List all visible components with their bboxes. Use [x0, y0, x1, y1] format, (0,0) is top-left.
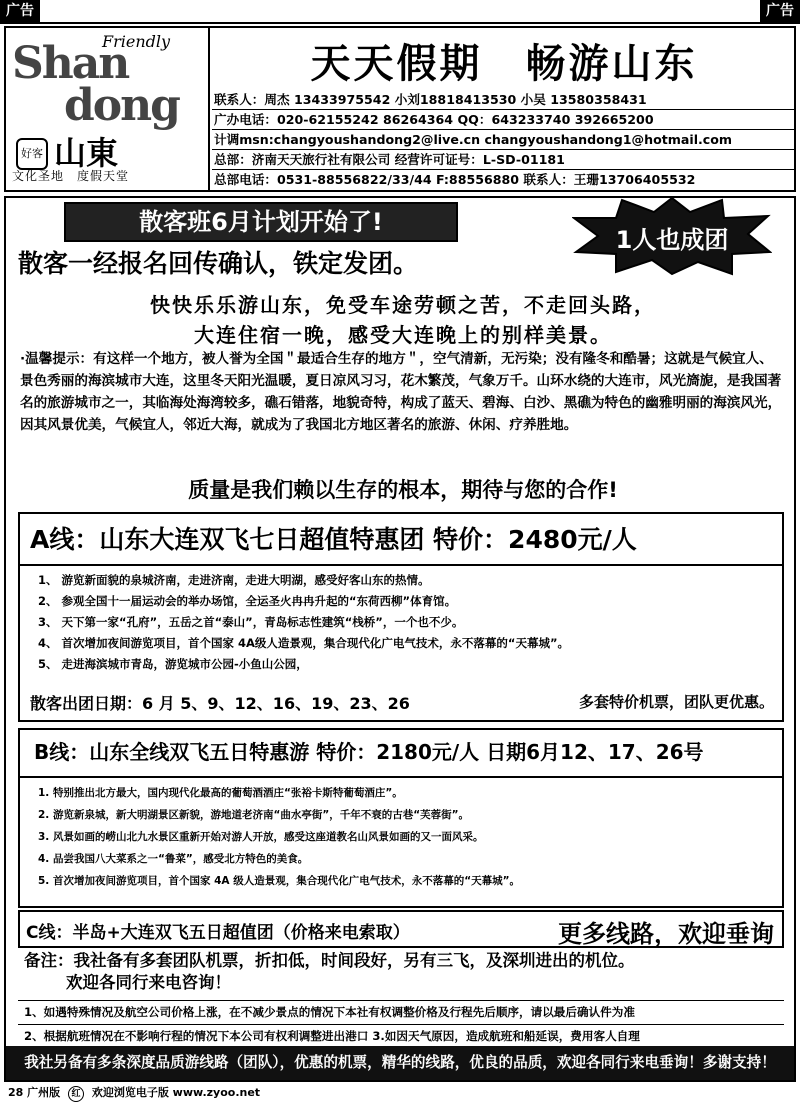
list-item: 1. 特别推出北方最大，国内现代化最高的葡萄酒酒庄“张裕卡斯特葡萄酒庄”。	[38, 787, 403, 799]
contact-line: 广办电话：020-62155242 86264364 QQ：643233740 392665200	[212, 109, 794, 129]
list-item: 1、 游览新面貌的泉城济南，走进济南，走进大明湖，感受好客山东的热情。	[38, 573, 430, 587]
edition-label: 广州版	[27, 1086, 61, 1099]
line-b-box	[18, 728, 784, 908]
line-b-title: B线：山东全线双飞五日特惠游 特价：2180元/人 日期6月12、17、26号	[20, 730, 782, 778]
list-item: 5、 走进海滨城市青岛，游览城市公园-小鱼山公园，	[38, 657, 308, 671]
contact-line: 联系人：周杰 13433975542 小刘18818413530 小吴 13580358431	[214, 92, 647, 107]
list-item: 2、 参观全国十一届运动会的举办场馆，全运圣火冉冉升起的“东荷西柳”体育馆。	[38, 594, 457, 608]
departure-dates: 散客出团日期：6 月 5、9、12、16、19、23、26	[30, 694, 410, 713]
website-text[interactable]: 欢迎浏览电子版 www.zyoo.net	[91, 1086, 261, 1099]
contact-block	[212, 90, 794, 189]
publisher-logo-icon: 红	[68, 1086, 84, 1102]
line-a-items	[20, 566, 782, 679]
remarks-line-2: 欢迎各同行来电咨询！	[66, 973, 231, 992]
page-footer	[8, 1084, 260, 1102]
list-item: 4. 品尝我国八大菜系之一“鲁菜”，感受北方特色的美食。	[38, 853, 309, 865]
line-b-items	[20, 778, 782, 896]
contact-line: 总部电话：0531-88556822/33/44 F:88556880 联系人：王珊13706405532	[212, 169, 794, 189]
fine-print-2: 2、根据航班情况在不影响行程的情况下本公司有权利调整进出港口 3.如因天气原因，造成航班和船延误，费用客人自理	[18, 1024, 784, 1047]
line-a-title: A线：山东大连双飞七日超值特惠团 特价：2480元/人	[20, 514, 782, 566]
remarks	[24, 950, 784, 994]
header-panel	[4, 26, 796, 192]
footer-banner: 我社另备有多条深度品质游线路（团队），优惠的机票，精华的线路，优良的品质，欢迎各同行来电垂询！多谢支持！	[6, 1046, 794, 1080]
list-item: 5. 首次增加夜间游览项目，首个国家 4A 级人造景观，集合现代化广电气技术，永不落幕的“天幕城”。	[38, 875, 520, 887]
ad-tag-left: 广告	[0, 0, 40, 22]
starburst-badge	[572, 196, 772, 276]
fine-print-1: 1、如遇特殊情况及航空公司价格上涨，在不减少景点的情况下本社有权调整价格及行程先后顺序，请以最后确认件为准	[18, 1000, 784, 1023]
promo-line-2a: 快快乐乐游山东，免受车途劳顿之苦，不走回头路，	[150, 293, 656, 317]
line-a-box	[18, 512, 784, 722]
promo-line-1: 散客一经报名回传确认，铁定发团。	[18, 249, 419, 278]
logo-slogan: 文化圣地 度假天堂	[12, 169, 130, 183]
logo-friendly-text: Friendly	[102, 32, 171, 51]
promo-line-2	[18, 290, 788, 350]
shandong-logo	[6, 28, 210, 190]
list-item: 3. 风景如画的崂山北九水景区重新开始对游人开放，感受这座道教名山风景如画的又一面风采。	[38, 831, 484, 843]
list-item: 3、 天下第一家“孔府”，五岳之首“泰山”，青岛标志性建筑“栈桥”，一个也不少。	[38, 615, 464, 629]
remarks-line-1: 备注：我社备有多套团队机票，折扣低，时间段好，另有三飞，及深圳进出的机位。	[24, 951, 635, 970]
line-c-box	[18, 910, 784, 948]
contact-line: 计调msn:changyoushandong2@live.cn changyoushandong1@hotmail.com	[212, 129, 794, 149]
line-c-title: C线：半岛+大连双飞五日超值团（价格来电索取）	[26, 923, 410, 943]
logo-shan-text: Shan	[12, 38, 129, 89]
more-routes-text: 更多线路，欢迎垂询	[558, 920, 774, 948]
logo-dong-text: dong	[64, 80, 179, 131]
quality-slogan: 质量是我们赖以生存的根本，期待与您的合作!	[188, 478, 618, 502]
page-number: 28	[8, 1086, 24, 1099]
ad-tag-right: 广告	[760, 0, 800, 22]
top-divider	[0, 22, 800, 24]
contact-line: 总部：济南天天旅行社有限公司 经营许可证号：L-SD-01181	[212, 149, 794, 169]
list-item: 2. 游览新泉城，新大明湖景区新貌，游地道老济南“曲水亭街”，千年不衰的古巷“芙蓉街”。	[38, 809, 470, 821]
list-item: 4、 首次增加夜间游览项目，首个国家 4A级人造景观，集合现代化广电气技术，永不落幕的“天幕城”。	[38, 636, 570, 650]
logo-chinese-text: 山東	[54, 134, 119, 172]
promo-headline: 散客班6月计划开始了!	[64, 202, 458, 242]
promo-line-2b: 大连住宿一晚，感受大连晚上的别样美景。	[194, 323, 612, 347]
seal-icon: 好客	[16, 138, 48, 170]
warm-tip-paragraph: ·温馨提示：有这样一个地方，被人誉为全国＂最适合生存的地方＂，空气清新，无污染；没有隆冬和酷暑；这就是气候宜人、景色秀丽的海滨城市大连，这里冬天阳光温暖，夏日凉风习习，花木繁茂，气象万千。山环水绕的大连市，风光旖旎，是我国著名的旅游城市之一，其临海处海湾较多，礁石错落，地貌奇特，构成了蓝天、碧海、白沙、黑礁为特色的幽雅明丽的海滨风光，因其风景优美，气候宜人，邻近大海，就成为了我国北方地区著名的旅游、休闲、疗养胜地。	[20, 351, 782, 433]
page-title: 天天假期 畅游山东	[310, 41, 698, 87]
departure-note: 多套特价机票，团队更优惠。	[578, 693, 774, 711]
badge-label: 1人也成团	[615, 226, 729, 254]
line-a-departure	[30, 691, 774, 714]
main-panel	[4, 196, 796, 1082]
